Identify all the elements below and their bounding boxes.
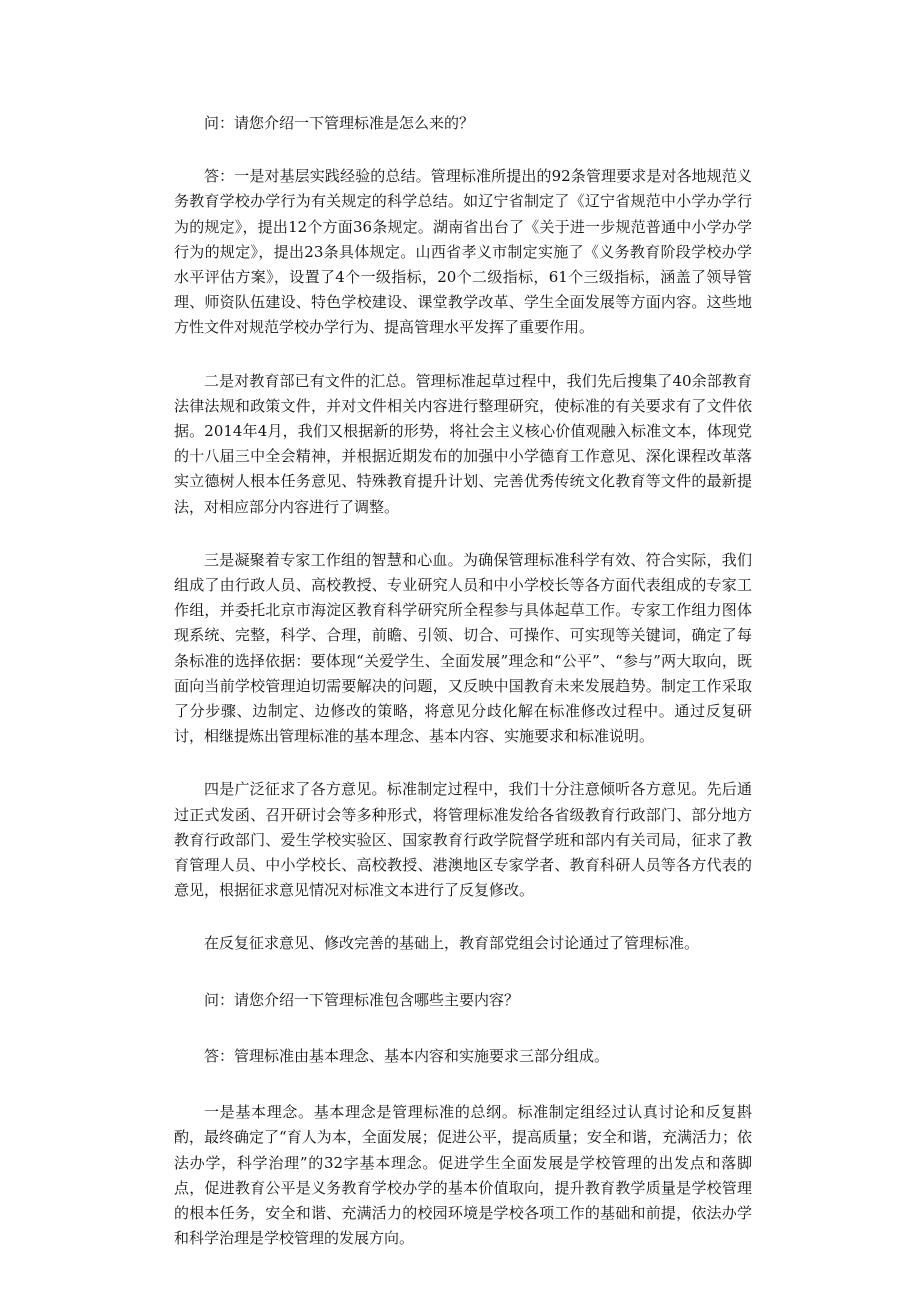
answer-1-paragraph-4: 四是广泛征求了各方意见。标准制定过程中，我们十分注意倾听各方意见。先后通过正式发函、召开研讨会等多种形式，将管理标准发给各省级教育行政部门、部分地方教育行政部门、爱生学校实验区、国家教育行政学院督学班和部内有关司局，征求了教育管理人员、中小学校长、高校教授、港澳地区专家学者、教育科研人员等各方代表的意见，根据征求意见情况对标准文本进行了反复修改。: [174, 780, 752, 900]
answer-1-paragraph-2: 二是对教育部已有文件的汇总。管理标准起草过程中，我们先后搜集了40余部教育法律法规和政策文件，并对文件相关内容进行整理研究，使标准的有关要求有了文件依据。2014年4月，我们又根据新的形势，将社会主义核心价值观融入标准文本，体现党的十八届三中全会精神，并根据近期发布的加强中小学德育工作意见、深化课程改革落实立德树人根本任务意见、特殊教育提升计划、完善优秀传统文化教育等文件的最新提法，对相应部分内容进行了调整。: [174, 371, 752, 516]
answer-1-paragraph-3: 三是凝聚着专家工作组的智慧和心血。为确保管理标准科学有效、符合实际，我们组成了由行政人员、高校教授、专业研究人员和中小学校长等各方面代表组成的专家工作组，并委托北京市海淀区教育科学研究所全程参与具体起草工作。专家工作组力图体现系统、完整，科学、合理，前瞻、引领、切合、可操作、可实现等关键词，确定了每条标准的选择依据：要体现“关爱学生、全面发展”理念和“公平”、“参与”两大取向，既面向当前学校管理迫切需要解决的问题，又反映中国教育未来发展趋势。制定工作采取了分步骤、边制定、边修改的策略，将意见分歧化解在标准修改过程中。通过反复研讨，相继提炼出管理标准的基本理念、基本内容、实施要求和标准说明。: [174, 550, 752, 746]
answer-2-intro: 答：管理标准由基本理念、基本内容和实施要求三部分组成。: [204, 1046, 610, 1065]
question-2: 问：请您介绍一下管理标准包含哪些主要内容？: [204, 990, 520, 1009]
answer-1-conclusion: 在反复征求意见、修改完善的基础上，教育部党组会讨论通过了管理标准。: [204, 934, 700, 953]
document-body: [174, 111, 752, 1279]
question-1: 问：请您介绍一下管理标准是怎么来的？: [204, 114, 475, 132]
answer-2-paragraph-1: 一是基本理念。基本理念是管理标准的总纲。标准制定组经过认真讨论和反复斟酌，最终确定了“育人为本，全面发展；促进公平，提高质量；安全和谐，充满活力；依法办学，科学治理”的32字基本理念。促进学生全面发展是学校管理的出发点和落脚点，促进教育公平是义务教育学校办学的基本价值取向，提升教育教学质量是学校管理的根本任务，安全和谐、充满活力的校园环境是学校各项工作的基础和前提，依法办学和科学治理是学校管理的发展方向。: [174, 1103, 752, 1248]
answer-1-paragraph-1: 答：一是对基层实践经验的总结。管理标准所提出的92条管理要求是对各地规范义务教育学校办学行为有关规定的科学总结。如辽宁省制定了《辽宁省规范中小学办学行为的规定》，提出12个方面36条规定。湖南省出台了《关于进一步规范普通中小学办学行为的规定》，提出23条具体规定。山西省孝义市制定实施了《义务教育阶段学校办学水平评估方案》，设置了4个一级指标，20个二级指标，61个三级指标，涵盖了领导管理、师资队伍建设、特色学校建设、课堂教学改革、学生全面发展等方面内容。这些地方性文件对规范学校办学行为、提高管理水平发挥了重要作用。: [174, 167, 752, 337]
